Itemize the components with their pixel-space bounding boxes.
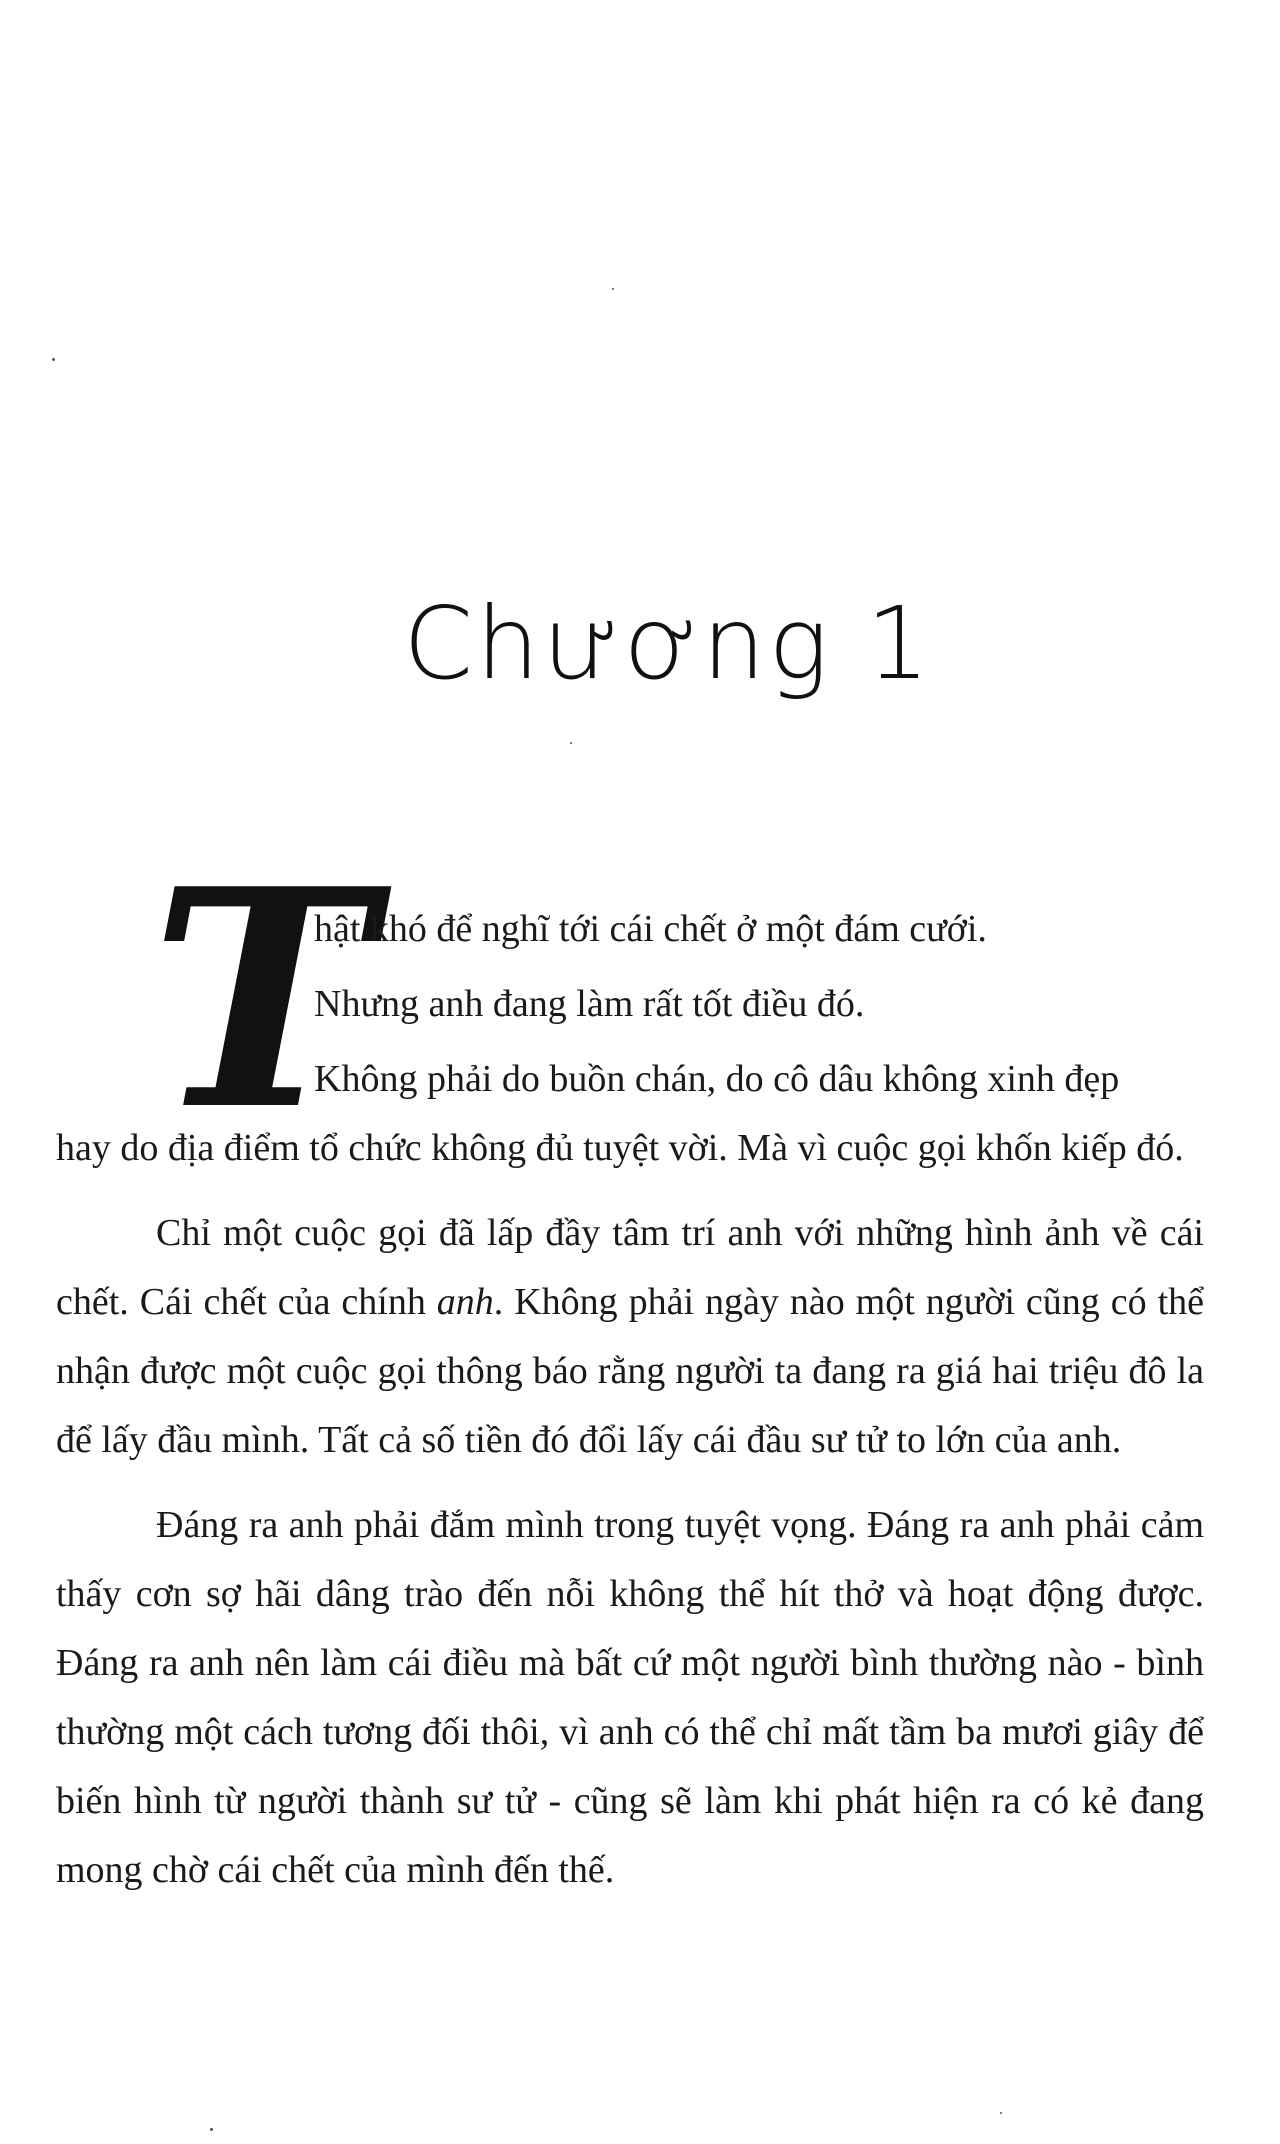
paragraph-2: Nhưng anh đang làm rất tốt điều đó. (314, 983, 865, 1025)
paragraph-3-line-1: Không phải do buồn chán, do cô dâu không xinh đẹp (314, 1058, 1120, 1100)
paragraph-5: Đáng ra anh phải đắm mình trong tuyệt vọng. Đáng ra anh phải cảm thấy cơn sợ hãi dâng trào đến nỗi không thể hít thở và hoạt động được. Đáng ra anh nên làm cái điều mà bất cứ một người bình thường nào - bình thường một cách tương đối thôi, vì anh có thể chỉ mất tầm ba mươi giây để biến hình từ người thành sư tử - cũng sẽ làm khi phát hiện ra có kẻ đang mong chờ cái chết của mình đến thế. (56, 1504, 1204, 1891)
paragraph-4-text-start: Chỉ một cuộc gọi đã lấp đầy tâm trí anh với những hình ảnh về cái chết. Cái chết của chính (56, 1212, 1204, 1323)
scan-speck (612, 288, 614, 290)
paragraph-3-rest: hay do địa điểm tổ chức không đủ tuyệt vời. Mà vì cuộc gọi khốn kiếp đó. (56, 1127, 1184, 1169)
scan-speck (210, 2128, 213, 2131)
paragraph-4-emphasis: anh (436, 1281, 494, 1323)
body-text (56, 895, 1204, 1905)
scan-speck (570, 742, 572, 744)
paragraph-1: hật khó để nghĩ tới cái chết ở một đám cưới. (314, 908, 987, 950)
scan-speck (1000, 2112, 1002, 2114)
paragraph-4-text-end: . Không phải ngày nào một người cũng có thể nhận được một cuộc gọi thông báo rằng người ta đang ra giá hai triệu đô la để lấy đầu mình. Tất cả số tiền đó đổi lấy cái đầu sư tử to lớn của anh. (56, 1281, 1204, 1461)
drop-cap: T (150, 823, 374, 1176)
paragraph-4 (56, 1199, 1204, 1475)
scan-speck (52, 358, 55, 361)
chapter-title: Chương 1 (403, 585, 933, 702)
